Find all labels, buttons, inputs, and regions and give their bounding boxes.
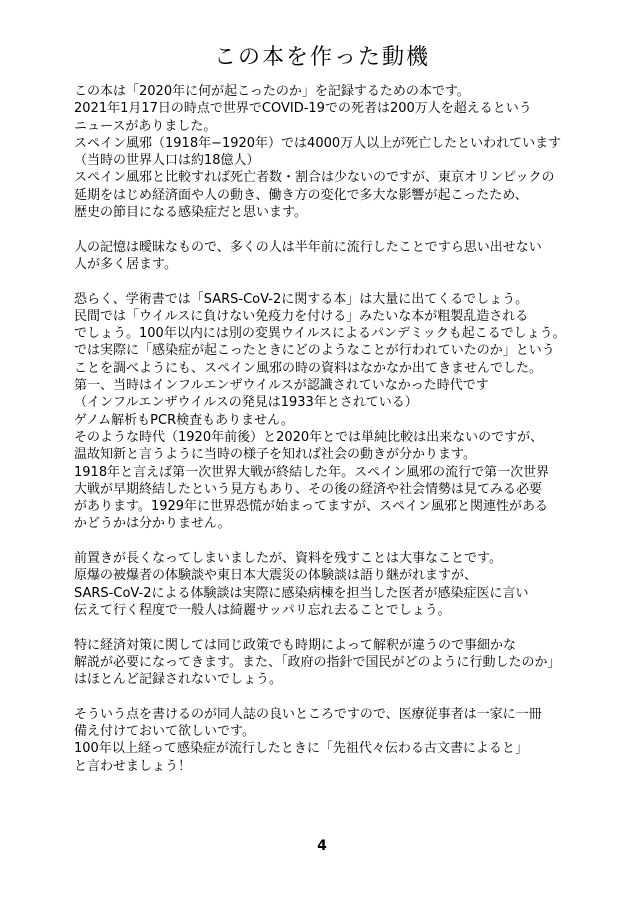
text-line: 原爆の被爆者の体験談や東日本大震災の体験談は語り継がれますが、	[74, 568, 478, 584]
text-line: この本は「2020年に何が起こったのか」を記録するための本です。	[74, 84, 470, 99]
paragraph-gap	[74, 273, 594, 290]
text-line: 人が多く居ます。	[74, 256, 177, 272]
body-text	[74, 83, 594, 775]
paragraph	[74, 239, 594, 274]
text-line: 恐らく、学術書では「SARS-CoV-2に関する本」は大量に出てくるでしょう。	[74, 291, 529, 307]
text-line: SARS-CoV-2による体験談は実際に感染病棟を担当した医者が感染症医に言い	[74, 585, 529, 601]
text-line: 大戦が早期終結したという見方もあり、その後の経済や社会情勢は見てみる必要	[74, 481, 543, 497]
text-line: 人の記憶は曖昧なもので、多くの人は半年前に流行したことですら思い出せない	[74, 239, 542, 255]
text-line: 民間では「ウイルスに負けない免疫力を付ける」みたいな本が粗製乱造される	[74, 308, 529, 324]
text-line: 解説が必要になってきます。また、「政府の指針で国民がどのように行動したのか」	[74, 654, 561, 670]
text-line: では実際に「感染症が起こったときにどのようなことが行われていたのか」という	[74, 343, 555, 359]
text-line: と言わせましょう！	[74, 758, 192, 774]
text-line: ニュースがありました。	[74, 118, 217, 134]
text-line: 温故知新と言うように当時の様子を知れば社会の動きが分かります。	[74, 447, 476, 463]
text-line: かどうかは分かりません。	[74, 516, 231, 532]
text-line: 100年以上経って感染症が流行したときに「先祖代々伝わる古文書によると」	[74, 741, 528, 757]
page-number: 4	[317, 838, 327, 854]
paragraph	[74, 291, 594, 533]
page-title: この本を作った動機	[213, 45, 430, 70]
text-line: ことを調べようにも、スペイン風邪の時の資料はなかなか出てきませんでした。	[74, 360, 543, 376]
text-line: 延期をはじめ経済面や人の動き、働き方の変化で多大な影響が起こったため、	[74, 187, 528, 203]
paragraph	[74, 83, 594, 221]
paragraph-gap	[74, 221, 594, 238]
paragraph	[74, 706, 594, 775]
text-line: スペイン風邪と比較すれば死亡者数・割合は少ないのですが、東京オリンピックの	[74, 170, 555, 186]
paragraph-gap	[74, 688, 594, 705]
text-line: はほとんど記録されないでしょう。	[74, 672, 283, 688]
text-line: 特に経済対策に関しては同じ政策でも時期によって解釈が違うので事細かな	[74, 637, 517, 653]
paragraph-gap	[74, 533, 594, 550]
text-line: そういう点を書けるのが同人誌の良いところですので、医療従事者は一家に一冊	[74, 706, 542, 722]
text-line: があります。1929年に世界恐慌が始まってますが、スペイン風邪と関連性がある	[74, 499, 549, 515]
text-line: 備え付けておいて欲しいです。	[74, 723, 255, 739]
text-line: でしょう。100年以内には別の変異ウイルスによるパンデミックも起こるでしょう。	[74, 326, 566, 342]
paragraph	[74, 550, 594, 619]
paragraph	[74, 637, 594, 689]
text-line: （インフルエンザウイルスの発見は1933年とされている）	[74, 395, 418, 411]
text-line: 伝えて行く程度で一般人は綺麗サッパリ忘れ去ることでしょう。	[74, 602, 451, 618]
text-line: ゲノム解析もPCR検査もありません。	[74, 412, 294, 428]
text-line: 1918年と言えば第一次世界大戦が終結した年。スペイン風邪の流行で第一次世界	[74, 464, 550, 480]
text-line: スペイン風邪（1918年−1920年）では4000万人以上が死亡したといわれています	[74, 135, 562, 151]
text-line: （当時の世界人口は約18億人）	[74, 153, 260, 169]
text-line: そのような時代（1920年前後）と2020年とでは単純比較は出来ないのですが、	[74, 429, 544, 445]
text-line: 歴史の節目になる感染症だと思います。	[74, 205, 307, 221]
text-line: 2021年1月17日の時点で世界でCOVID-19での死者は200万人を超えるという	[74, 101, 532, 117]
paragraph-gap	[74, 619, 594, 636]
text-line: 第一、当時はインフルエンザウイルスが認識されていなかった時代です	[74, 378, 489, 394]
text-line: 前置きが長くなってしまいましたが、資料を残すことは大事なことです。	[74, 551, 502, 567]
